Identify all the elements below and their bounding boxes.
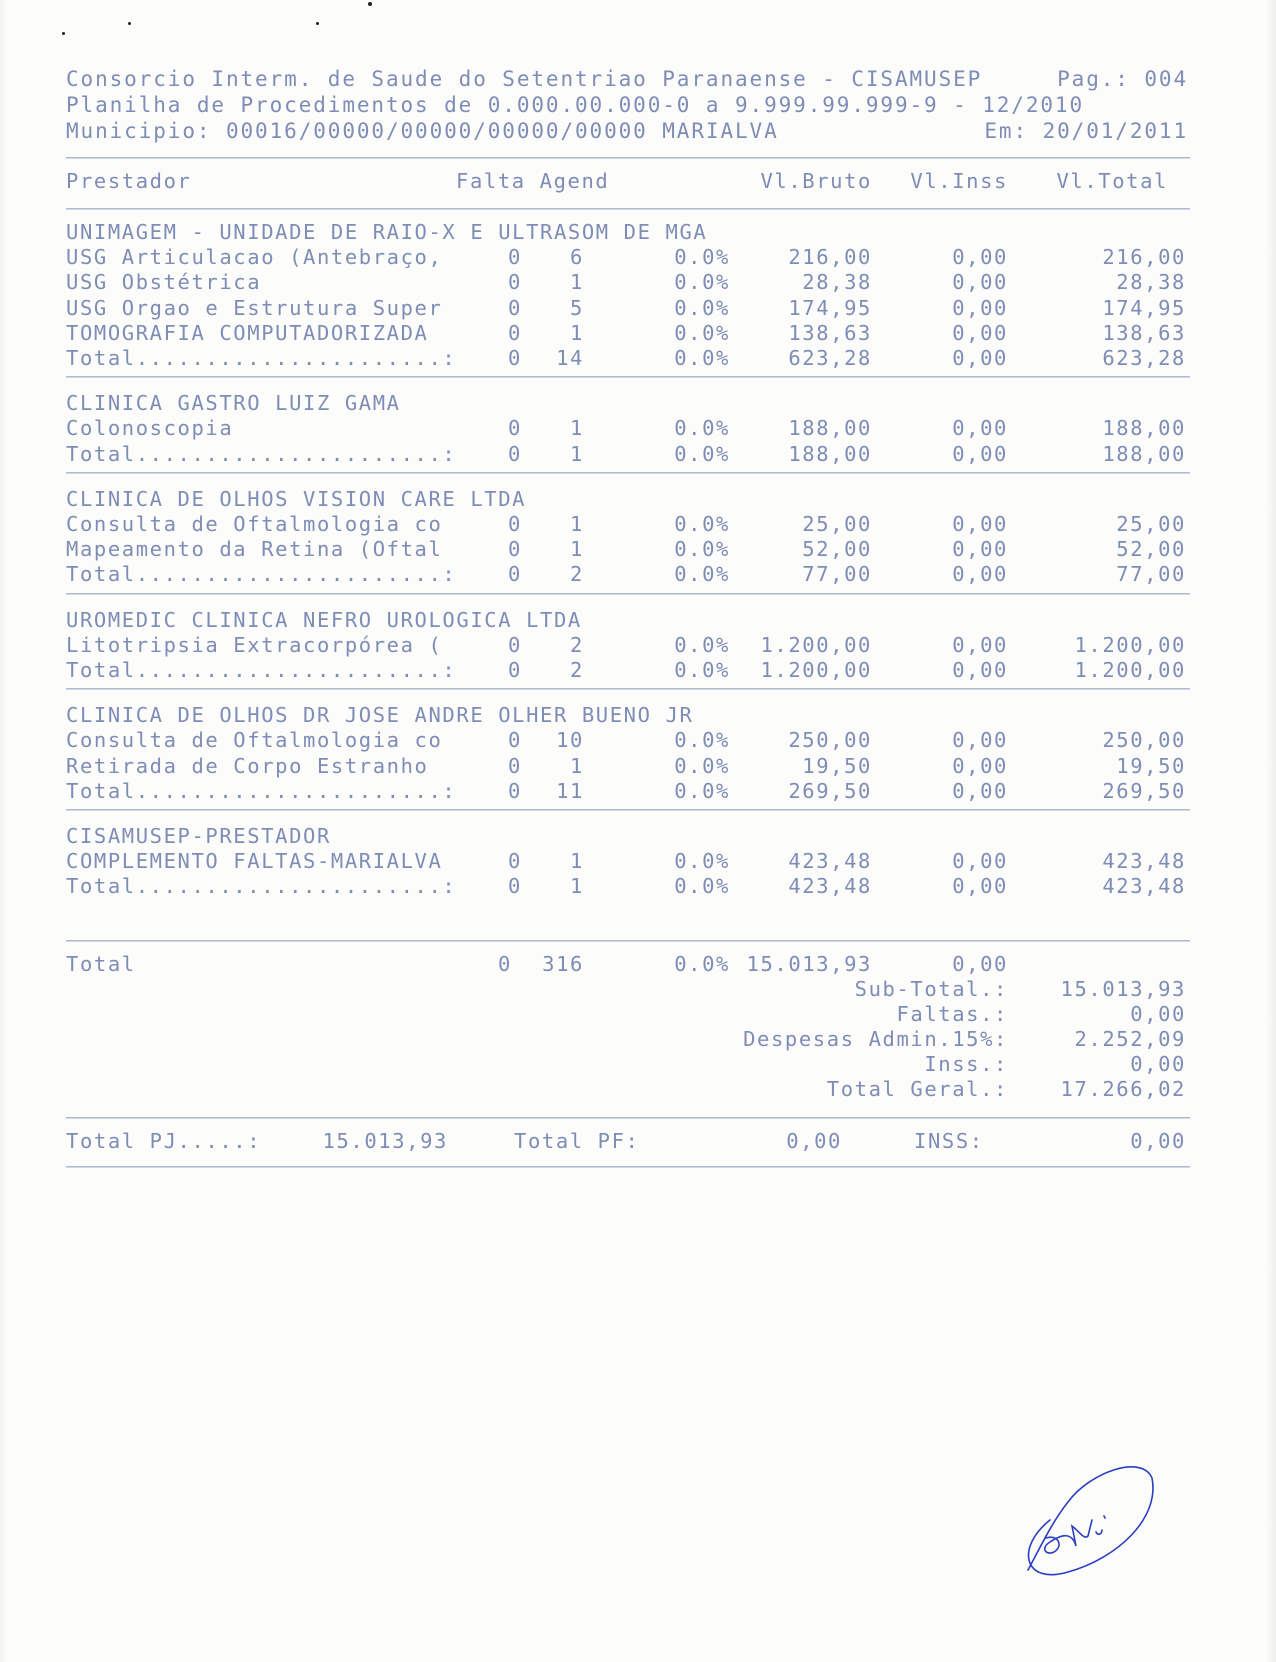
cell-inss: 0,00 [952,562,1008,587]
footer-totals [66,1128,1188,1336]
cell-agend: 1 [570,874,584,899]
cell-agend: 1 [570,416,584,441]
col-falta-agend: Falta Agend [456,169,610,193]
cell-falta: 0 [508,632,522,657]
cell-bruto: 188,00 [788,416,872,441]
cell-pct: 0.0% [674,537,730,562]
divider [66,1166,1190,1168]
municipio: Municipio: 00016/00000/00000/00000/00000 MARIALVA [66,119,779,143]
cell-bruto: 28,38 [802,270,872,295]
divider [66,472,1190,474]
cell-agend: 14 [556,346,584,370]
grand-inss: 0,00 [952,952,1008,976]
report-title: Planilha de Procedimentos de 0.000.00.000-0 a 9.999.99.999-9 - 12/2010 [66,93,1085,117]
cell-total: 423,48 [1102,849,1186,874]
cell-desc: Total......................: [66,562,457,587]
cell-pct: 0.0% [674,441,730,466]
cell-agend: 1 [570,512,584,536]
grand-bruto: 15.013,93 [746,952,872,976]
cell-pct: 0.0% [674,562,730,587]
grand-falta: 0 [498,952,512,976]
cell-agend: 1 [570,849,584,874]
col-bruto: Vl.Bruto [760,169,872,193]
divider [66,208,1190,210]
cell-agend: 2 [570,658,584,682]
cell-falta: 0 [508,441,522,466]
summary-label: Inss.: [924,1052,1008,1076]
cell-total: 1.200,00 [1074,632,1186,657]
cell-falta: 0 [508,778,522,803]
provider-name-text: UROMEDIC CLINICA NEFRO UROLOGICA LTDA [66,607,582,632]
cell-bruto: 216,00 [788,245,872,270]
cell-bruto: 423,48 [788,874,872,899]
scan-speck [368,2,372,6]
org-name: Consorcio Interm. de Saude do Setentriao Paranaense - CISAMUSEP [66,67,983,91]
grand-total-label: Total [66,952,136,976]
cell-pct: 0.0% [674,320,730,345]
cell-agend: 2 [570,562,584,587]
cell-pct: 0.0% [674,270,730,295]
cell-falta: 0 [508,416,522,441]
cell-bruto: 623,28 [788,346,872,370]
cell-inss: 0,00 [952,778,1008,803]
cell-total: 269,50 [1102,778,1186,803]
cell-inss: 0,00 [952,320,1008,345]
cell-bruto: 269,50 [788,778,872,803]
col-inss: Vl.Inss [910,169,1008,193]
total-pj-value: 15.013,93 [322,1129,448,1153]
cell-falta: 0 [508,849,522,874]
cell-inss: 0,00 [952,441,1008,466]
cell-total: 188,00 [1102,416,1186,441]
cell-falta: 0 [508,320,522,345]
cell-inss: 0,00 [952,728,1008,753]
cell-agend: 1 [570,537,584,562]
cell-pct: 0.0% [674,849,730,874]
cell-inss: 0,00 [952,537,1008,562]
cell-total: 77,00 [1116,562,1186,587]
summary-value: 0,00 [1130,1052,1186,1076]
cell-falta: 0 [508,245,522,270]
cell-falta: 0 [508,658,522,682]
cell-desc: Consulta de Oftalmologia co [66,512,443,536]
cell-falta: 0 [508,728,522,753]
summary-value: 17.266,02 [1060,1077,1186,1101]
cell-bruto: 77,00 [802,562,872,587]
cell-total: 188,00 [1102,441,1186,466]
cell-desc: Mapeamento da Retina (Oftal [66,537,443,562]
total-pj-label: Total PJ.....: [66,1129,262,1153]
summary-label: Total Geral.: [826,1077,1008,1101]
cell-inss: 0,00 [952,658,1008,682]
scan-speck [316,22,319,25]
cell-bruto: 19,50 [802,753,872,778]
provider-name-text: CLINICA DE OLHOS VISION CARE LTDA [66,486,527,511]
cell-desc: Total......................: [66,658,457,682]
summary-label: Despesas Admin.15%: [743,1027,1008,1051]
cell-pct: 0.0% [674,416,730,441]
summary-label: Sub-Total.: [854,977,1008,1001]
cell-agend: 1 [570,753,584,778]
cell-inss: 0,00 [952,270,1008,295]
cell-total: 138,63 [1102,320,1186,345]
provider-name-text: CLINICA DE OLHOS DR JOSE ANDRE OLHER BUENO JR [66,703,694,728]
col-prestador: Prestador [66,169,192,193]
cell-falta: 0 [508,270,522,295]
cell-bruto: 188,00 [788,441,872,466]
provider-name-text: CISAMUSEP-PRESTADOR [66,824,331,848]
inss-label: INSS: [914,1129,984,1153]
cell-desc: COMPLEMENTO FALTAS-MARIALVA [66,849,443,874]
cell-desc: USG Orgao e Estrutura Super [66,295,443,320]
cell-falta: 0 [508,295,522,320]
provider-name-text: CLINICA GASTRO LUIZ GAMA [66,391,401,416]
cell-agend: 2 [570,632,584,657]
cell-desc: Consulta de Oftalmologia co [66,728,443,753]
summary-value: 15.013,93 [1060,977,1186,1001]
cell-inss: 0,00 [952,874,1008,899]
cell-desc: TOMOGRAFIA COMPUTADORIZADA [66,320,429,345]
cell-inss: 0,00 [952,416,1008,441]
cell-bruto: 138,63 [788,320,872,345]
cell-falta: 0 [508,753,522,778]
grand-pct: 0.0% [674,952,730,976]
provider-name-text: UNIMAGEM - UNIDADE DE RAIO-X E ULTRASOM DE MGA [66,220,708,244]
cell-total: 250,00 [1102,728,1186,753]
cell-inss: 0,00 [952,632,1008,657]
cell-agend: 10 [556,728,584,753]
grand-agend: 316 [542,952,584,976]
cell-falta: 0 [508,346,522,370]
cell-pct: 0.0% [674,728,730,753]
cell-inss: 0,00 [952,512,1008,536]
cell-pct: 0.0% [674,874,730,899]
cell-total: 623,28 [1102,346,1186,370]
cell-bruto: 174,95 [788,295,872,320]
total-pf-label: Total PF: [514,1129,640,1153]
divider [66,376,1190,378]
cell-bruto: 1.200,00 [760,632,872,657]
report-date: Em: 20/01/2011 [984,119,1188,143]
cell-inss: 0,00 [952,245,1008,270]
cell-agend: 1 [570,270,584,295]
cell-falta: 0 [508,874,522,899]
cell-desc: Total......................: [66,441,457,466]
cell-total: 1.200,00 [1074,658,1186,682]
cell-total: 19,50 [1116,753,1186,778]
cell-total: 174,95 [1102,295,1186,320]
cell-agend: 1 [570,441,584,466]
cell-agend: 5 [570,295,584,320]
cell-bruto: 1.200,00 [760,658,872,682]
cell-desc: Total......................: [66,346,457,370]
divider [66,688,1190,690]
cell-bruto: 423,48 [788,849,872,874]
cell-total: 216,00 [1102,245,1186,270]
cell-pct: 0.0% [674,245,730,270]
cell-pct: 0.0% [674,632,730,657]
divider [66,157,1190,159]
divider [66,1117,1190,1119]
cell-falta: 0 [508,512,522,536]
cell-agend: 11 [556,778,584,803]
cell-pct: 0.0% [674,753,730,778]
cell-pct: 0.0% [674,658,730,682]
cell-total: 28,38 [1116,270,1186,295]
cell-bruto: 52,00 [802,537,872,562]
cell-agend: 1 [570,320,584,345]
cell-pct: 0.0% [674,512,730,536]
divider [66,940,1190,942]
cell-bruto: 25,00 [802,512,872,536]
cell-bruto: 250,00 [788,728,872,753]
scan-speck [128,22,131,25]
cell-desc: Total......................: [66,778,457,803]
total-pf-value: 0,00 [786,1129,842,1153]
cell-pct: 0.0% [674,346,730,370]
divider [66,809,1190,811]
col-total: Vl.Total [1056,169,1168,193]
cell-inss: 0,00 [952,753,1008,778]
summary-value: 0,00 [1130,1002,1186,1026]
summary-value: 2.252,09 [1074,1027,1186,1051]
cell-inss: 0,00 [952,295,1008,320]
inss-value: 0,00 [1130,1129,1186,1153]
cell-desc: Total......................: [66,874,457,899]
cell-agend: 6 [570,245,584,270]
cell-total: 52,00 [1116,537,1186,562]
cell-desc: USG Articulacao (Antebraço, [66,245,443,270]
cell-desc: USG Obstétrica [66,270,262,295]
page-number: Pag.: 004 [1057,67,1188,91]
cell-desc: Colonoscopia [66,416,234,441]
scan-speck [62,32,65,35]
cell-inss: 0,00 [952,849,1008,874]
signature-mark [1010,1460,1160,1595]
cell-desc: Litotripsia Extracorpórea ( [66,632,443,657]
cell-falta: 0 [508,537,522,562]
summary-label: Faltas.: [896,1002,1008,1026]
cell-pct: 0.0% [674,295,730,320]
cell-falta: 0 [508,562,522,587]
cell-total: 25,00 [1116,512,1186,536]
cell-pct: 0.0% [674,778,730,803]
cell-total: 423,48 [1102,874,1186,899]
cell-inss: 0,00 [952,346,1008,370]
cell-desc: Retirada de Corpo Estranho [66,753,429,778]
divider [66,593,1190,595]
